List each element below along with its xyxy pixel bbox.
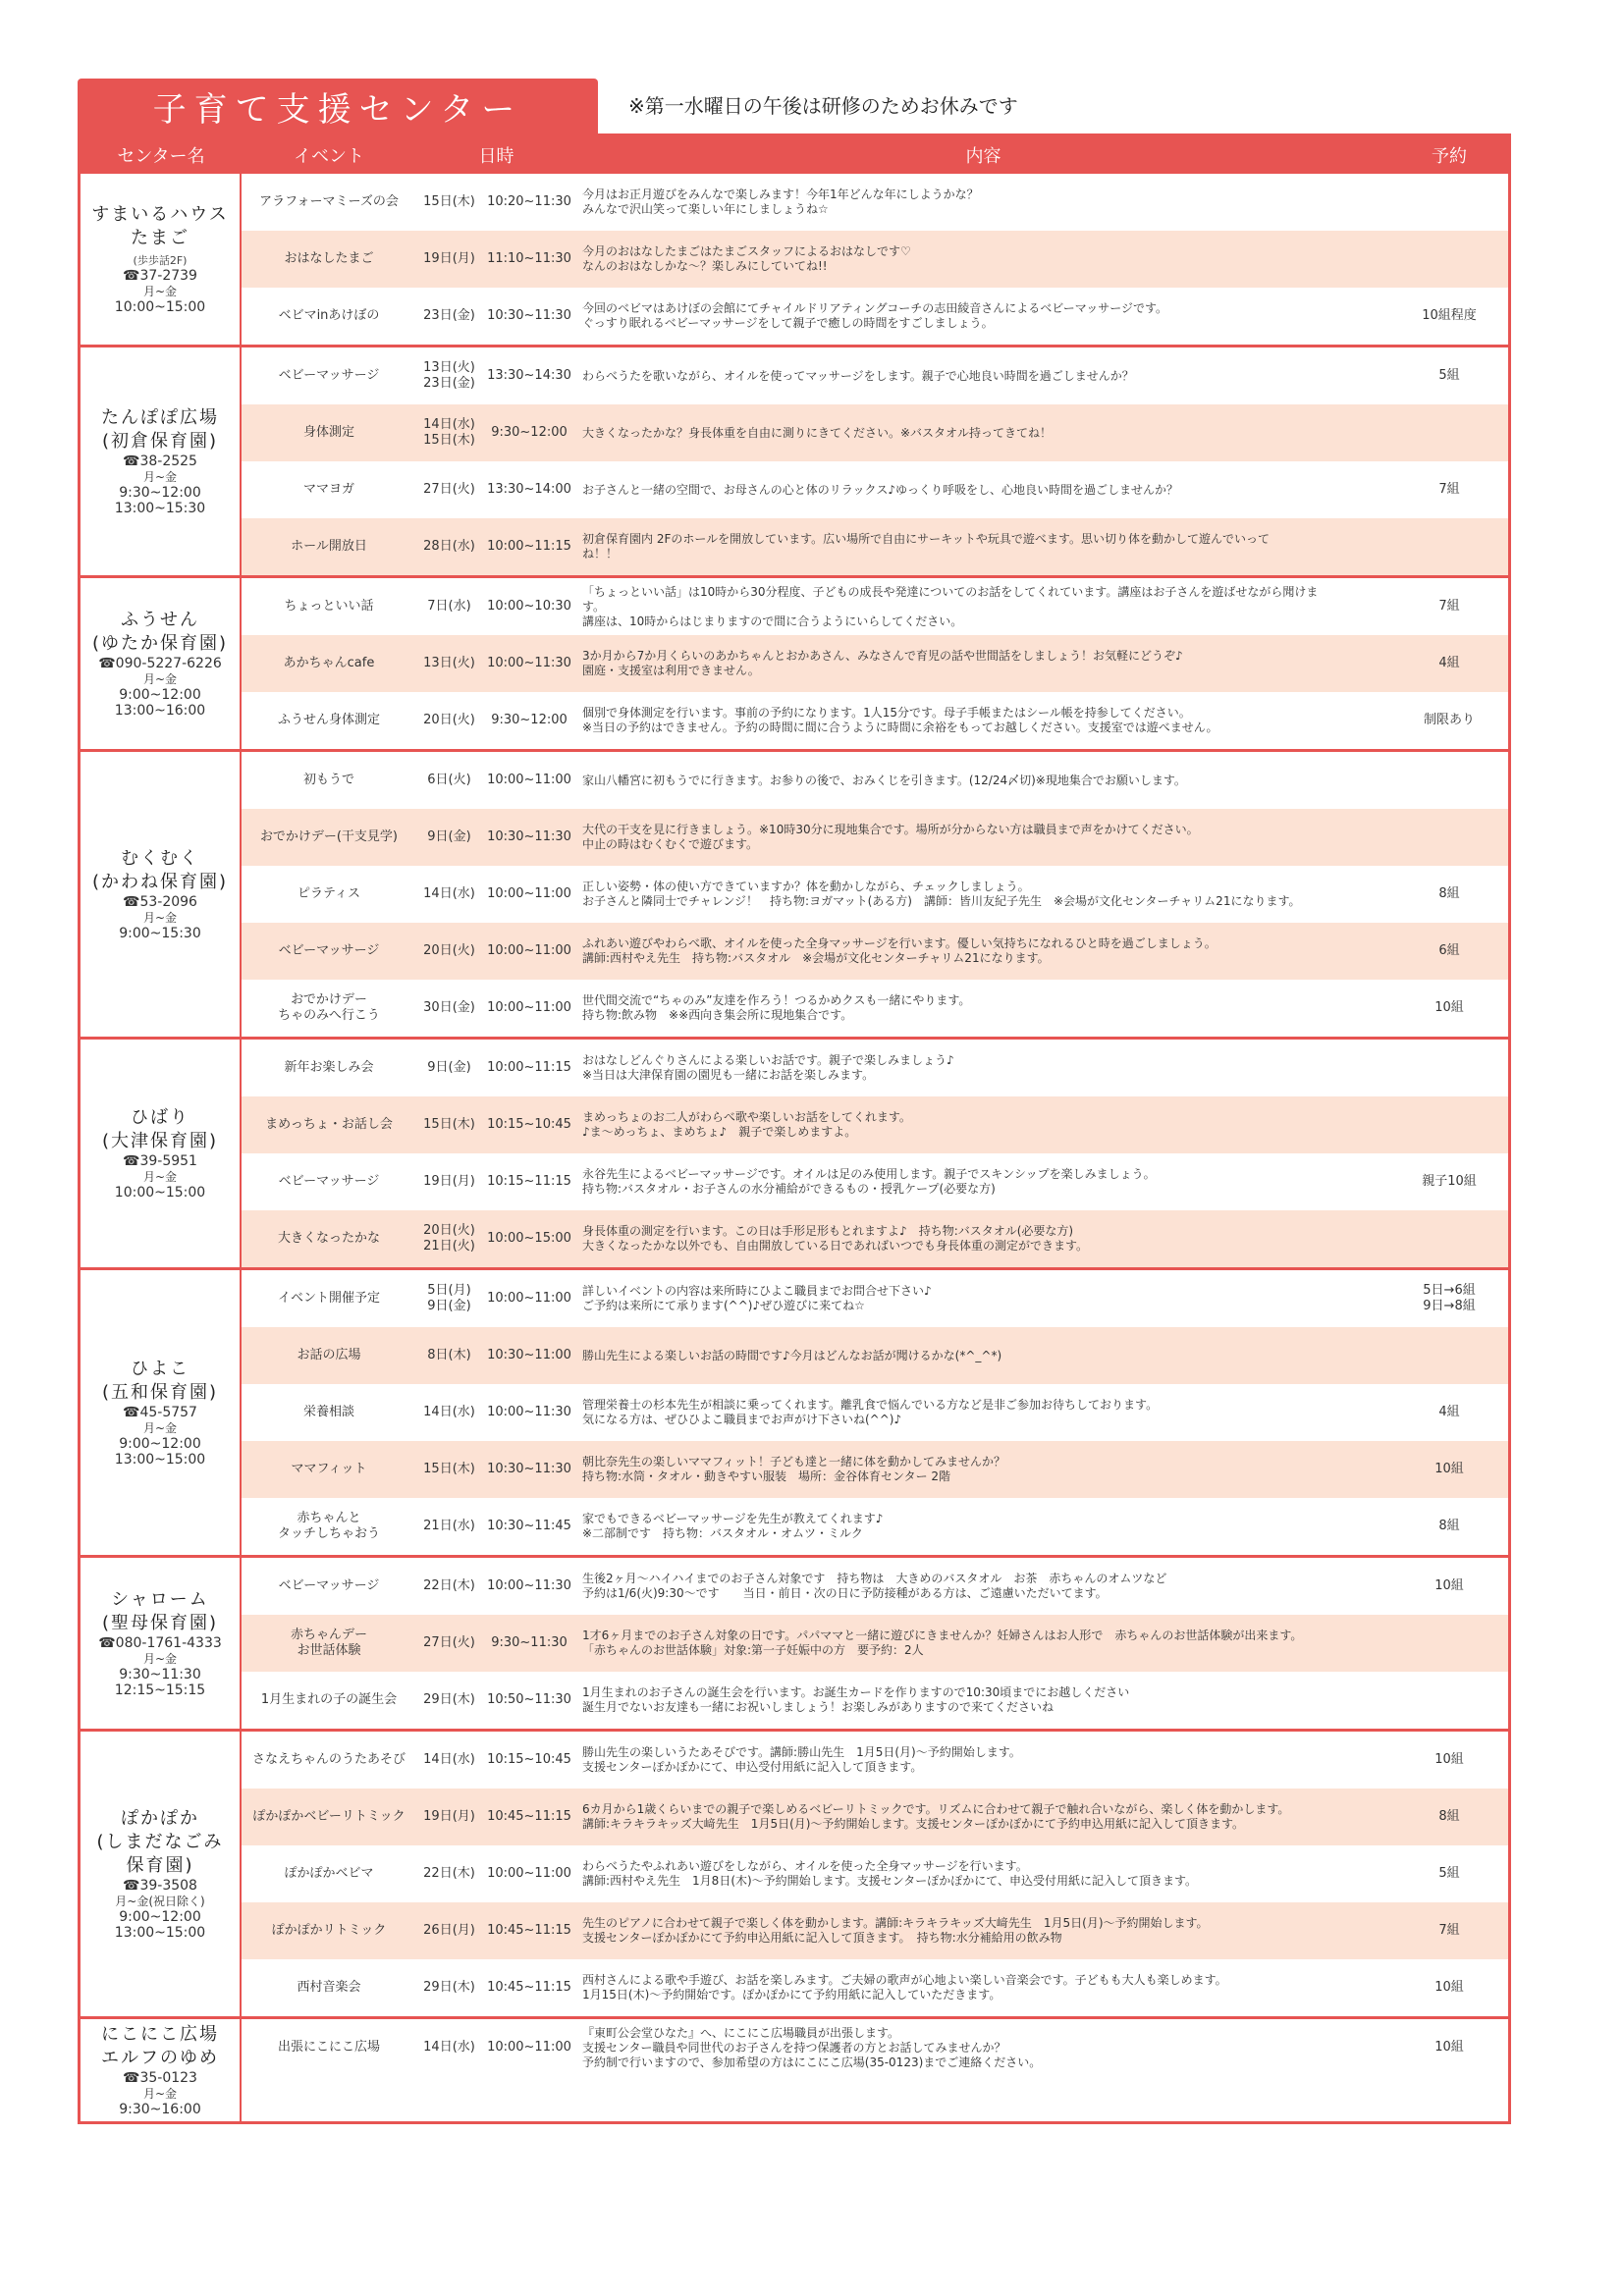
center-hours: 9:30~12:00 13:00~15:30: [114, 485, 206, 516]
event-date: 30日(金): [423, 1000, 475, 1015]
table-row: [242, 1672, 1508, 1729]
event-rows: [242, 578, 1508, 749]
center-info: [81, 752, 242, 1037]
center-days: 月~金(祝日除く): [115, 1895, 205, 1908]
event-reservation: 8組: [1438, 1809, 1460, 1824]
table-row: [242, 1441, 1508, 1498]
center-days: 月~金: [142, 1652, 178, 1666]
center-days: 月~金: [142, 470, 178, 484]
event-content: 「ちょっといい話」は10時から30分程度、子どもの成長や発達についてのお話をしてくれています。講座はお子さんを遊ばせながら聞けま す。 講座は、10時からはじまりますので間に合うようにいらしてください。: [582, 584, 1319, 628]
event-time: 10:00~11:00: [487, 886, 571, 901]
event-time: 10:15~10:45: [487, 1117, 571, 1132]
event-time: 13:30~14:00: [487, 482, 571, 497]
event-name: ぽかぽかリトミック: [271, 1923, 387, 1938]
center-group: [81, 174, 1508, 345]
event-reservation: 10組: [1434, 1000, 1464, 1015]
event-name: お話の広場: [297, 1348, 361, 1362]
event-date: 20日(火): [423, 943, 475, 958]
center-info: [81, 174, 242, 345]
center-location: (歩歩話2F): [133, 254, 188, 267]
event-name: アラフォーマミーズの会: [259, 194, 399, 209]
center-days: 月~金: [142, 1170, 178, 1184]
event-name: おでかけデー(干支見学): [259, 829, 398, 844]
table-row: [242, 752, 1508, 809]
center-name: ひばり (大津保育園): [101, 1107, 219, 1151]
event-date: 29日(木): [423, 1980, 475, 1995]
event-rows: [242, 1270, 1508, 1555]
event-content: 個別で身体測定を行います。事前の予約になります。1人15分です。母子手帳またはシール帳を持参してください。 ※当日の予約はできません。予約の時間に間に合うように時間に余裕をもってお越しください。支援室では遊べません。: [582, 706, 1218, 734]
table-row: [242, 980, 1508, 1037]
table-row: [242, 1959, 1508, 2016]
table-row: [242, 461, 1508, 518]
event-time: 10:00~11:30: [487, 1405, 571, 1419]
event-content: 今回のベビマはあけぼの会館にてチャイルドリアティングコーチの志田綾音さんによるベビーマッサージです。 ぐっすり眠れるベビーマッサージをして親子で癒しの時間をすごしましょう。: [582, 301, 1168, 330]
event-time: 13:30~14:30: [487, 368, 571, 383]
event-date: 15日(木): [423, 1462, 475, 1476]
event-time: 10:15~11:15: [487, 1174, 571, 1189]
event-rows: [242, 1040, 1508, 1267]
event-reservation: 6組: [1438, 943, 1460, 958]
event-date: 14日(水): [423, 1752, 475, 1767]
event-content: 家でもできるベビーマッサージを先生が教えてくれます♪ ※二部制です 持ち物：バスタオル・オムツ・ミルク: [582, 1512, 884, 1540]
event-name: あかちゃんcafe: [283, 656, 375, 670]
center-group: [81, 1037, 1508, 1267]
event-time: 10:00~11:00: [487, 1866, 571, 1881]
center-info: [81, 2019, 242, 2121]
event-content: ふれあい遊びやわらべ歌、オイルを使った全身マッサージを行います。優しい気持ちになれるひと時を過ごしましょう。 講師:西村やえ先生 持ち物:バスタオル ※会場が文化センターチャリム21になります。: [582, 936, 1217, 965]
event-time: 9:30~12:00: [491, 713, 568, 727]
center-group: [81, 1729, 1508, 2016]
event-time: 11:10~11:30: [487, 251, 571, 266]
table-row: [242, 1040, 1508, 1096]
center-info: [81, 1732, 242, 2016]
header-center-name: センター名: [117, 146, 205, 167]
center-info: [81, 1558, 242, 1729]
center-phone: ☎45-5757: [123, 1405, 197, 1420]
event-time: 10:45~11:15: [487, 1923, 571, 1938]
event-reservation: 10組: [1434, 2040, 1464, 2055]
event-name: ママヨガ: [302, 482, 354, 497]
event-time: 10:45~11:15: [487, 1980, 571, 1995]
event-reservation: 8組: [1438, 1519, 1460, 1533]
event-reservation: 5日→6組 9日→8組: [1423, 1283, 1476, 1313]
event-date: 22日(木): [423, 1578, 475, 1593]
center-phone: ☎53-2096: [123, 894, 197, 910]
event-rows: [242, 2019, 1508, 2121]
table-row: [242, 1498, 1508, 1555]
event-reservation: 10組: [1434, 1980, 1464, 1995]
event-date: 15日(木): [423, 1117, 475, 1132]
event-time: 10:30~11:30: [487, 829, 571, 844]
table-row: [242, 1789, 1508, 1845]
center-name: ふうせん (ゆたか保育園): [91, 610, 229, 654]
event-content: まめっちょのお二人がわらべ歌や楽しいお話をしてくれます。 ♪ま～めっちょ、まめちょ♪ 親子で楽しめますよ。: [582, 1110, 911, 1139]
event-name: ベビーマッサージ: [278, 1174, 380, 1189]
event-content: 朝比奈先生の楽しいママフィット！子ども達と一緒に体を動かしてみませんか？ 持ち物:水筒・タオル・動きやすい服装 場所：金谷体育センター 2階: [582, 1455, 1006, 1483]
event-date: 5日(月) 9日(金): [427, 1283, 471, 1313]
center-info: [81, 347, 242, 575]
event-reservation: 4組: [1438, 1405, 1460, 1419]
table-row: [242, 231, 1508, 288]
center-info: [81, 578, 242, 749]
event-name: ベビーマッサージ: [278, 1578, 380, 1593]
event-date: 27日(火): [423, 482, 475, 497]
table-row: [242, 578, 1508, 635]
event-content: 3か月から7か月くらいのあかちゃんとおかあさん、みなさんで育児の話や世間話をしましょう！お気軽にどうぞ♪ 園庭・支援室は利用できません。: [582, 649, 1183, 677]
event-content: 初倉保育園内 2Fのホールを開放しています。広い場所で自由にサーキットや玩具で遊べます。思い切り体を動かして遊んでいって ね！！: [582, 532, 1270, 561]
event-date: 14日(水) 15日(木): [423, 417, 475, 448]
event-reservation: 4組: [1438, 656, 1460, 670]
event-date: 13日(火): [423, 656, 475, 670]
center-group: [81, 1555, 1508, 1729]
center-hours: 9:30~11:30 12:15~15:15: [114, 1667, 206, 1698]
event-content: 6カ月から1歳くらいまでの親子で楽しめるベビーリトミックです。リズムに合わせて親子で触れ合いながら、楽しく体を動かします。 講師:キラキラキッズ大﨑先生 1月5日(月)～予約開始します。支援センターぽかぽかにて予約申込用紙に記入して頂きます。: [582, 1802, 1290, 1831]
event-time: 10:00~11:15: [487, 539, 571, 554]
center-phone: ☎080-1761-4333: [98, 1635, 222, 1651]
event-reservation: 8組: [1438, 886, 1460, 901]
event-date: 19日(月): [423, 251, 475, 266]
center-phone: ☎39-5951: [123, 1153, 197, 1169]
event-name: ベビマinあけぼの: [278, 308, 380, 323]
event-time: 10:00~11:00: [487, 1000, 571, 1015]
event-time: 10:45~11:15: [487, 1809, 571, 1824]
event-time: 10:00~11:00: [487, 773, 571, 787]
center-name: シャローム (聖母保育園): [101, 1589, 219, 1633]
event-date: 28日(水): [423, 539, 475, 554]
table-row: [242, 1732, 1508, 1789]
center-phone: ☎38-2525: [123, 454, 197, 469]
center-hours: 9:00~12:00 13:00~15:00: [114, 1436, 206, 1468]
event-content: 詳しいイベントの内容は来所時にひよこ職員までお問合せ下さい♪ ご予約は来所にて承ります(^^)♪ぜひ遊びに来てね☆: [582, 1284, 932, 1312]
center-name: むくむく (かわね保育園): [91, 848, 229, 892]
event-content: 1才6ヶ月までのお子さん対象の日です。パパママと一緒に遊びにきませんか？妊婦さんはお人形で 赤ちゃんのお世話体験が出来ます。 「赤ちゃんのお世話体験」対象:第一子妊娠中の方 要予約：2人: [582, 1629, 1303, 1657]
table-row: [242, 1384, 1508, 1441]
center-phone: ☎090-5227-6226: [98, 656, 222, 671]
event-date: 6日(火): [427, 773, 471, 787]
table-row: [242, 1153, 1508, 1210]
event-reservation: 10組: [1434, 1578, 1464, 1593]
schedule-table: [78, 133, 1511, 2124]
event-content: 正しい姿勢・体の使い方できていますか？体を動かしながら、チェックしましょう。 お子さんと隣同士でチャレンジ！ 持ち物:ヨガマット(ある方) 講師：皆川友紀子先生 ※会場が文化センターチャリム21になります。: [582, 880, 1301, 908]
table-row: [242, 404, 1508, 461]
event-content: わらべうたやふれあい遊びをしながら、オイルを使った全身マッサージを行います。 講師:西村やえ先生 1月8日(木)～予約開始します。支援センターぽかぽかにて、申込受付用紙に記入して頂きます。: [582, 1859, 1198, 1888]
event-time: 10:30~11:45: [487, 1519, 571, 1533]
event-name: ぽかぽかベビマ: [284, 1866, 374, 1881]
table-row: [242, 866, 1508, 923]
event-reservation: 制限あり: [1423, 713, 1475, 727]
event-name: まめっちょ・お話し会: [265, 1117, 393, 1132]
event-date: 19日(月): [423, 1809, 475, 1824]
event-name: 1月生まれの子の誕生会: [260, 1692, 398, 1707]
center-name: ひよこ (五和保育園): [101, 1359, 219, 1403]
header-event: イベント: [294, 146, 364, 167]
event-name: ママフィット: [291, 1462, 367, 1476]
event-content: 今月のおはなしたまごはたまごスタッフによるおはなしです♡ なんのおはなしかな～？楽しみにしていてね!!: [582, 244, 911, 273]
event-reservation: 10組: [1434, 1462, 1464, 1476]
center-group: [81, 1267, 1508, 1555]
center-name: すまいるハウス たまご: [91, 204, 229, 248]
event-name: 大きくなったかな: [277, 1231, 380, 1246]
table-row: [242, 1615, 1508, 1672]
event-name: ベビーマッサージ: [278, 943, 380, 958]
event-date: 29日(木): [423, 1692, 475, 1707]
event-content: 世代間交流で“ちゃのみ”友達を作ろう！つるかめクスも一緒にやります。 持ち物:飲み物 ※※西向き集会所に現地集合です。: [582, 993, 971, 1022]
event-name: おはなしたまご: [284, 251, 374, 266]
event-date: 14日(水): [423, 886, 475, 901]
event-reservation: 5組: [1438, 1866, 1460, 1881]
event-name: ホール開放日: [291, 539, 367, 554]
event-content: 先生のピアノに合わせて親子で楽しく体を動かします。講師:キラキラキッズ大﨑先生 1月5日(月)～予約開始します。 支援センターぽかぽかにて予約申込用紙に記入して頂きます。 持ち物:水分補給用の飲み物: [582, 1916, 1209, 1945]
event-content: 家山八幡宮に初もうでに行きます。お参りの後で、おみくじを引きます。(12/24〆切)※現地集合でお願いします。: [582, 773, 1186, 787]
event-time: 10:00~11:00: [487, 2040, 571, 2055]
event-name: イベント開催予定: [277, 1291, 380, 1306]
table-row: [242, 1210, 1508, 1267]
table-row: [242, 1270, 1508, 1327]
header-reservation: 予約: [1432, 146, 1467, 167]
event-time: 9:30~12:00: [491, 425, 568, 440]
table-row: [242, 1558, 1508, 1615]
event-content: 勝山先生の楽しいうたあそびです。講師:勝山先生 1月5日(月)～予約開始します。 支援センターぽかぽかにて、申込受付用紙に記入して頂きます。: [582, 1745, 1021, 1774]
table-row: [242, 174, 1508, 231]
center-group: [81, 575, 1508, 749]
event-reservation: 10組: [1434, 1752, 1464, 1767]
center-name: ぽかぽか (しまだなごみ 保育園): [96, 1808, 224, 1876]
center-hours: 9:00~15:30: [119, 926, 201, 941]
event-date: 27日(火): [423, 1635, 475, 1650]
event-content: 永谷先生によるベビーマッサージです。オイルは足のみ使用します。親子でスキンシップを楽しみましょう。 持ち物:バスタオル・お子さんの水分補給ができるもの・授乳ケープ(必要な方): [582, 1167, 1156, 1196]
event-name: 身体測定: [302, 425, 354, 440]
center-group: [81, 749, 1508, 1037]
event-rows: [242, 1732, 1508, 2016]
event-time: 10:50~11:30: [487, 1692, 571, 1707]
event-reservation: 7組: [1438, 1923, 1460, 1938]
event-rows: [242, 174, 1508, 345]
event-date: 19日(月): [423, 1174, 475, 1189]
event-time: 10:00~11:30: [487, 656, 571, 670]
center-days: 月~金: [142, 911, 178, 925]
event-content: わらべうたを歌いながら、オイルを使ってマッサージをします。親子で心地良い時間を過ごしませんか？: [582, 368, 1134, 383]
table-row: [242, 1096, 1508, 1153]
table-row: [242, 2019, 1508, 2076]
center-days: 月~金: [142, 285, 178, 298]
event-date: 9日(金): [427, 829, 471, 844]
event-content: おはなしどんぐりさんによる楽しいお話です。親子で楽しみましょう♪ ※当日は大津保育園の園児も一緒にお話を楽しみます。: [582, 1053, 954, 1082]
event-time: 9:30~11:30: [491, 1635, 568, 1650]
event-content: 1月生まれのお子さんの誕生会を行います。お誕生カードを作りますので10:30頃までにお越しください 誕生月でないお友達も一緒にお祝いしましょう！お楽しみがありますので来てくださいね: [582, 1685, 1130, 1714]
event-name: ちょっといい話: [284, 599, 374, 614]
event-time: 10:30~11:00: [487, 1348, 571, 1362]
page-title: 子育て支援センター: [78, 79, 598, 133]
event-name: ふうせん身体測定: [277, 713, 380, 727]
event-name: ぽかぽかベビーリトミック: [252, 1809, 406, 1824]
event-name: おでかけデー ちゃのみへ行こう: [278, 992, 380, 1023]
event-date: 21日(水): [423, 1519, 475, 1533]
event-date: 15日(木): [423, 194, 475, 209]
event-date: 26日(月): [423, 1923, 475, 1938]
event-time: 10:00~10:30: [487, 599, 571, 614]
event-time: 10:15~10:45: [487, 1752, 571, 1767]
event-name: 出張にこにこ広場: [277, 2040, 380, 2055]
event-reservation: 7組: [1438, 599, 1460, 614]
event-reservation: 7組: [1438, 482, 1460, 497]
event-name: 赤ちゃんと タッチしちゃおう: [277, 1511, 380, 1541]
event-content: 身長体重の測定を行います。この日は手形足形もとれますよ♪ 持ち物:バスタオル(必要な方) 大きくなったかな以外でも、自由開放している日であればいつでも身長体重の測定ができます。: [582, 1224, 1089, 1253]
event-reservation: 10組程度: [1422, 308, 1477, 323]
table-row: [242, 809, 1508, 866]
center-group: [81, 345, 1508, 575]
event-date: 14日(水): [423, 2040, 475, 2055]
event-date: 20日(火): [423, 713, 475, 727]
center-hours: 9:30~16:00: [119, 2102, 201, 2117]
event-date: 7日(水): [427, 599, 471, 614]
event-date: 8日(木): [427, 1348, 471, 1362]
table-row: [242, 288, 1508, 345]
table-row: [242, 923, 1508, 980]
event-date: 9日(金): [427, 1060, 471, 1075]
table-row: [242, 1902, 1508, 1959]
center-group: [81, 2016, 1508, 2121]
event-name: 栄養相談: [302, 1405, 354, 1419]
event-content: お子さんと一緒の空間で、お母さんの心と体のリラックス♪ゆっくり呼吸をし、心地良い時間を過ごしませんか？: [582, 482, 1178, 497]
table-row: [242, 347, 1508, 404]
event-time: 10:00~11:15: [487, 1060, 571, 1075]
center-hours: 10:00~15:00: [114, 299, 206, 315]
table-row: [242, 1327, 1508, 1384]
event-name: ピラティス: [298, 886, 360, 901]
event-content: 『東町公会堂ひなた』へ、にこにこ広場職員が出張します。 支援センター職員や同世代のお子さんを持つ保護者の方とお話してみませんか？ 予約制で行いますので、参加希望の方はにこにこ広場(35-0123)までご連絡ください。: [582, 2025, 1042, 2069]
table-row: [242, 1845, 1508, 1902]
event-reservation: 親子10組: [1422, 1174, 1477, 1189]
event-time: 10:30~11:30: [487, 308, 571, 323]
event-content: 大代の干支を見に行きましょう。※10時30分に現地集合です。場所が分からない方は職員まで声をかけてください。 中止の時はむくむくで遊びます。: [582, 823, 1199, 851]
center-groups: [81, 174, 1508, 2121]
event-reservation: 5組: [1438, 368, 1460, 383]
event-time: 10:00~11:00: [487, 943, 571, 958]
event-date: 13日(火) 23日(金): [423, 360, 475, 391]
center-phone: ☎35-0123: [123, 2070, 197, 2086]
notice-text: ※第一水曜日の午後は研修のためお休みです: [628, 94, 1018, 118]
table-row: [242, 635, 1508, 692]
event-name: さなえちゃんのうたあそび: [251, 1752, 406, 1767]
event-rows: [242, 752, 1508, 1037]
event-time: 10:20~11:30: [487, 194, 571, 209]
event-content: 西村さんによる歌や手遊び、お話を楽しみます。ご夫婦の歌声が心地よい楽しい音楽会です。子どもも大人も楽しめます。 1月15日(木)～予約開始です。ぽかぽかにて予約用紙に記入していただきます。: [582, 1973, 1227, 2002]
center-phone: ☎39-3508: [123, 1878, 197, 1894]
event-date: 20日(火) 21日(火): [423, 1223, 475, 1254]
event-date: 22日(木): [423, 1866, 475, 1881]
event-name: 赤ちゃんデー お世話体験: [290, 1628, 367, 1658]
center-days: 月~金: [142, 672, 178, 686]
center-info: [81, 1040, 242, 1267]
event-rows: [242, 1558, 1508, 1729]
event-rows: [242, 347, 1508, 575]
event-time: 10:30~11:30: [487, 1462, 571, 1476]
event-time: 10:00~11:30: [487, 1578, 571, 1593]
center-name: にこにこ広場 エルフのゆめ: [101, 2024, 219, 2068]
event-time: 10:00~11:00: [487, 1291, 571, 1306]
event-name: 新年お楽しみ会: [284, 1060, 374, 1075]
table-row: [242, 518, 1508, 575]
center-info: [81, 1270, 242, 1555]
event-content: 勝山先生による楽しいお話の時間です♪今月はどんなお話が聞けるかな(*^_^*): [582, 1348, 1002, 1362]
event-date: 14日(水): [423, 1405, 475, 1419]
header-content: 内容: [965, 146, 1001, 167]
event-name: 初もうで: [302, 773, 354, 787]
header-date: 日時: [478, 146, 514, 167]
center-phone: ☎37-2739: [123, 268, 197, 284]
event-content: 大きくなったかな？身長体重を自由に測りにきてください。※バスタオル持ってきてね！: [582, 425, 1053, 440]
event-name: 西村音楽会: [297, 1980, 361, 1995]
center-name: たんぽぽ広場 (初倉保育園): [101, 407, 219, 452]
event-time: 10:00~15:00: [487, 1231, 571, 1246]
table-header: [81, 136, 1508, 174]
center-hours: 9:00~12:00 13:00~16:00: [114, 687, 206, 719]
event-content: 今月はお正月遊びをみんなで楽しみます！今年1年どんな年にしようかな？ みんなで沢山笑って楽しい年にしましょうね☆: [582, 187, 979, 216]
event-content: 生後2ヶ月～ハイハイまでのお子さん対象です 持ち物は 大きめのバスタオル お茶 赤ちゃんのオムツなど 予約は1/6(火)9:30～です 当日・前日・次の日に予防接種がある方は、ご遠慮いただいてます。: [582, 1572, 1167, 1600]
event-name: ベビーマッサージ: [278, 368, 380, 383]
center-days: 月~金: [142, 2087, 178, 2101]
center-hours: 10:00~15:00: [114, 1185, 206, 1201]
center-days: 月~金: [142, 1421, 178, 1435]
event-content: 管理栄養士の杉本先生が相談に乗ってくれます。離乳食で悩んでいる方など是非ご参加お待ちしております。 気になる方は、ぜひひよこ職員までお声がけ下さいね(^^)♪: [582, 1398, 1159, 1426]
table-row: [242, 692, 1508, 749]
event-date: 23日(金): [423, 308, 475, 323]
center-hours: 9:00~12:00 13:00~15:00: [114, 1909, 206, 1941]
